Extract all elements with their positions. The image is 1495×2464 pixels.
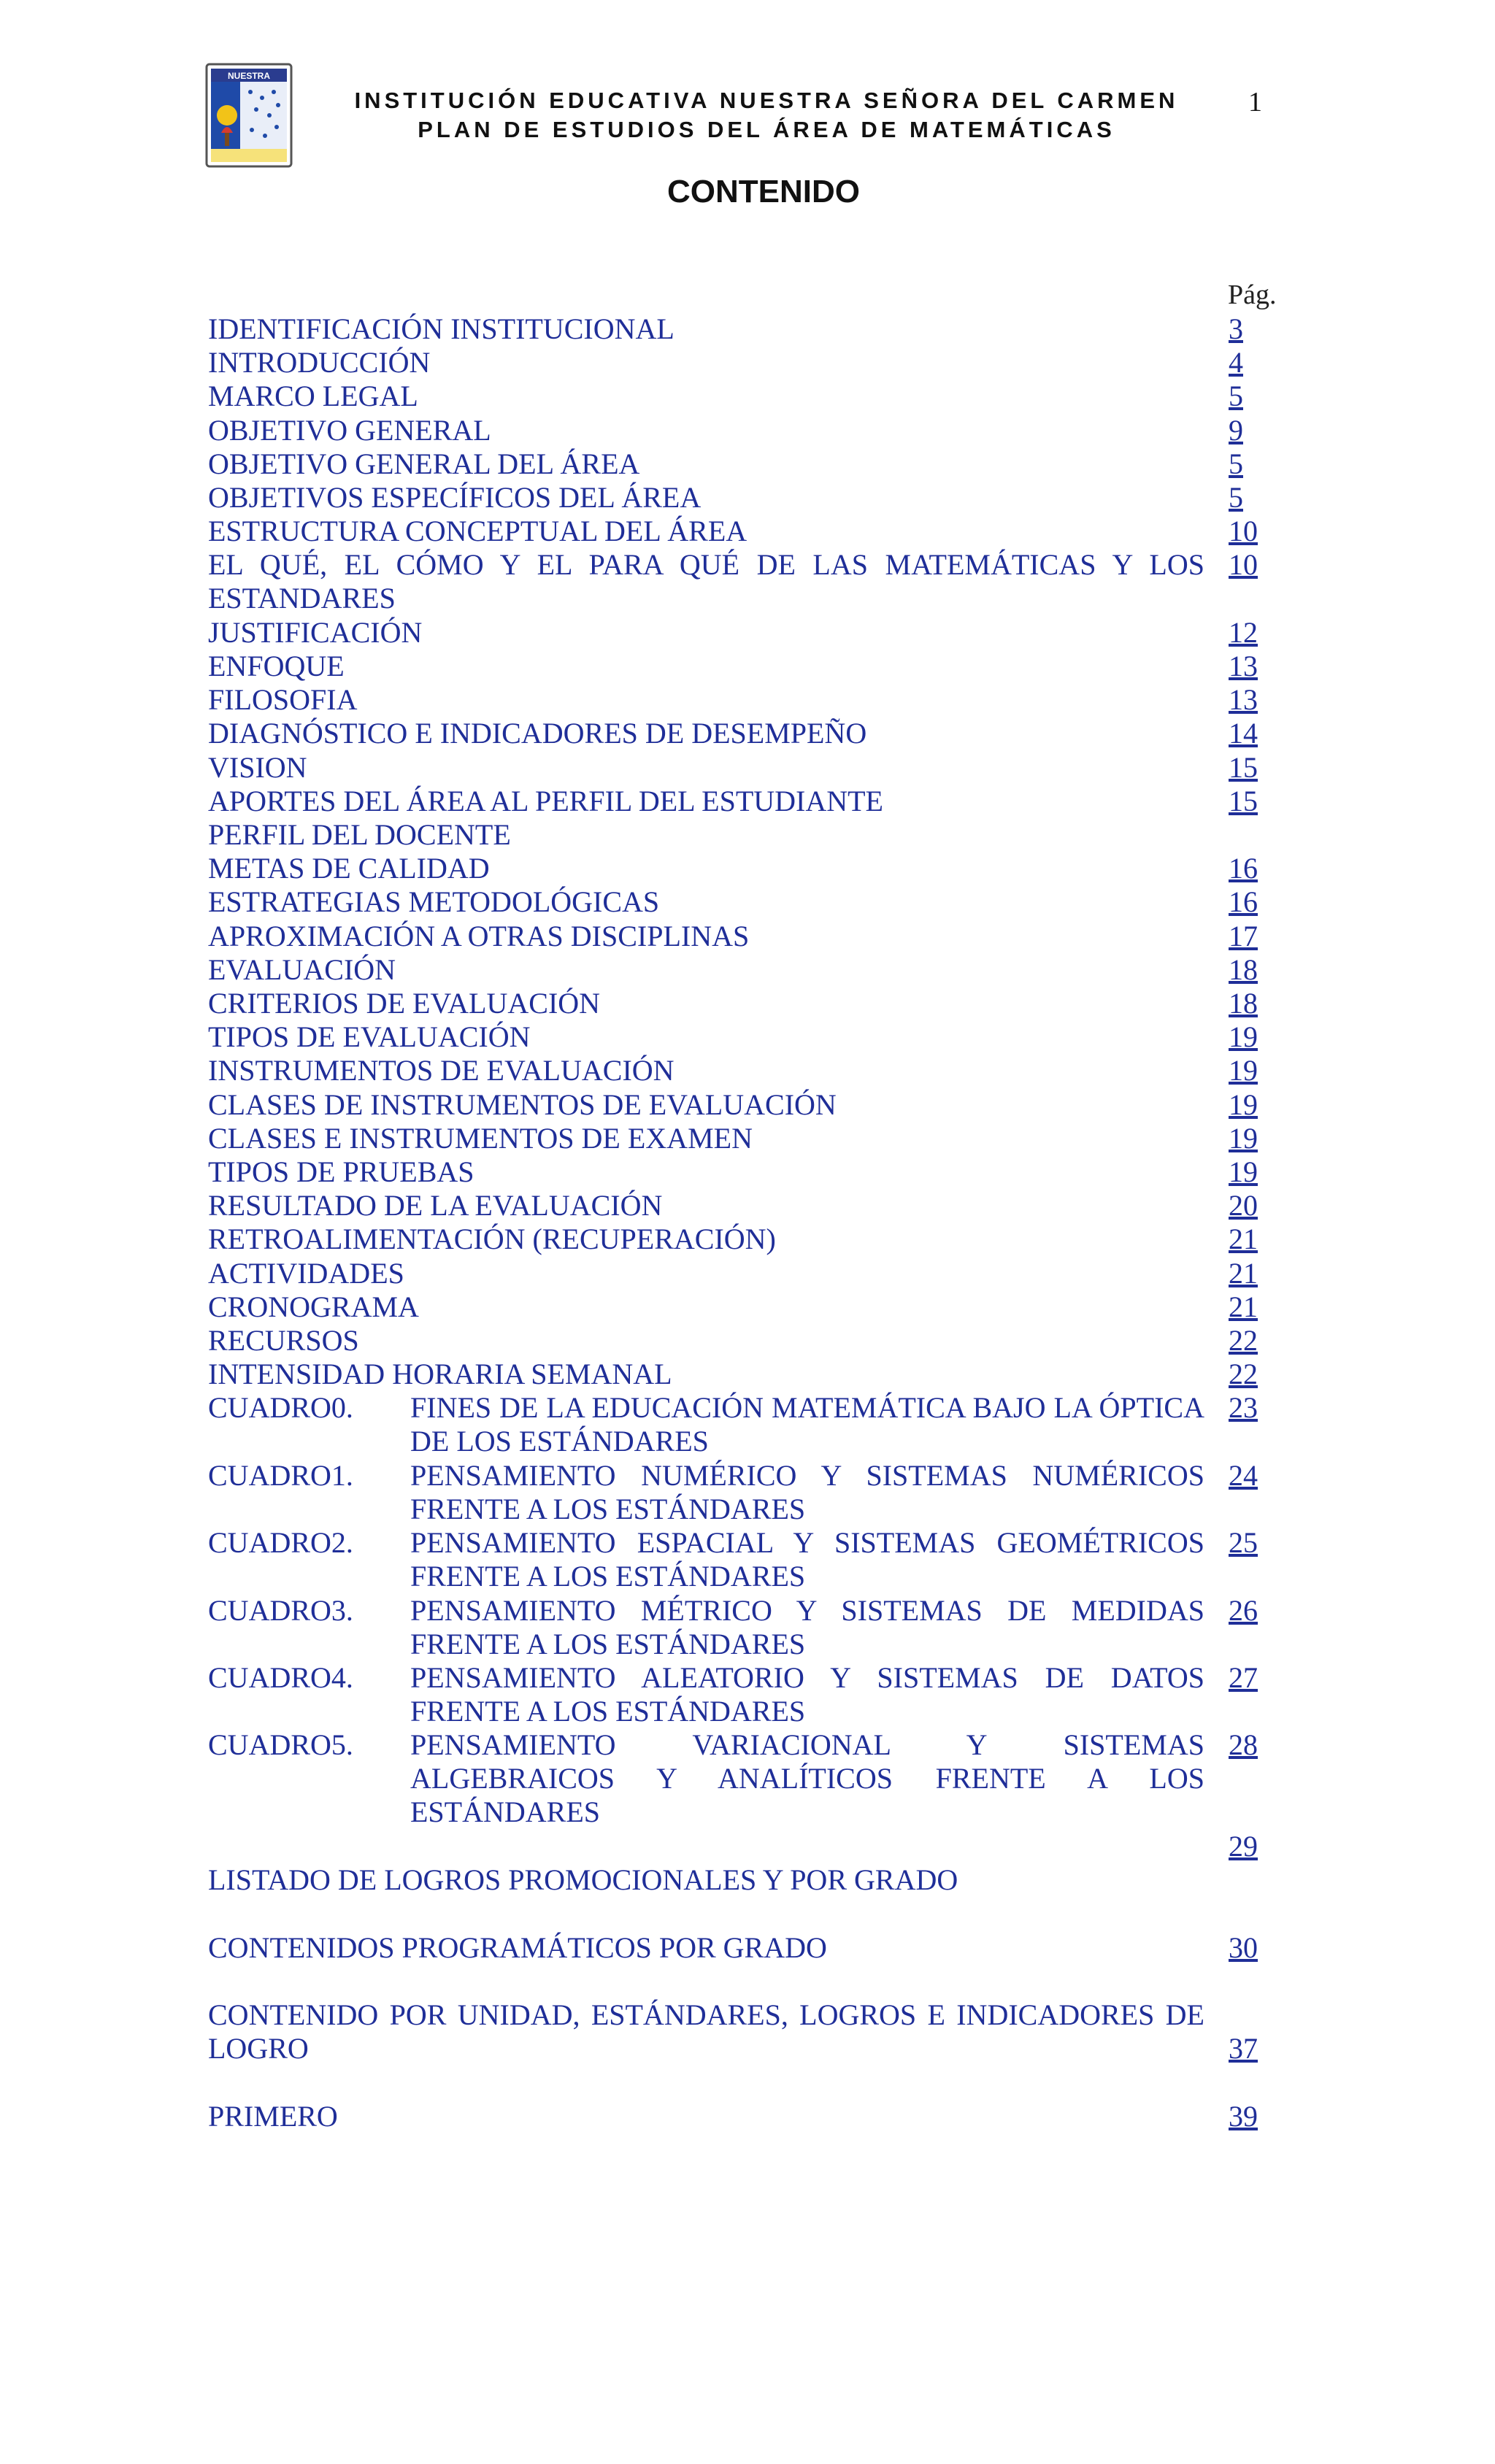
toc-entry-title: RECURSOS [208,1324,359,1357]
toc-entry[interactable] [208,987,1259,1020]
toc-entry-page-link[interactable]: 39 [1229,2099,1258,2133]
toc-entry-page-link[interactable]: 28 [1229,1728,1258,1762]
toc-entry[interactable] [208,312,1259,346]
toc-entry-page-link[interactable]: 21 [1229,1256,1258,1290]
toc-entry-label: CUADRO1. [208,1458,353,1492]
toc-entry-title: PRIMERO [208,2099,338,2133]
toc-entry[interactable] [208,447,1259,481]
toc-entry-title: CRITERIOS DE EVALUACIÓN [208,987,601,1020]
page-column-label: Pág. [1228,280,1277,310]
toc-entry-page-link[interactable]: 12 [1229,615,1258,649]
toc-entry[interactable] [208,2100,1259,2133]
toc-entry-title: PENSAMIENTO NUMÉRICO Y SISTEMAS NUMÉRICOS FRENTE A LOS ESTÁNDARES [410,1458,1204,1525]
toc-entry-title: CLASES E INSTRUMENTOS DE EXAMEN [208,1121,753,1155]
toc-entry-title: ENFOQUE [208,650,345,682]
toc-entry-page-link[interactable]: 27 [1229,1661,1258,1694]
toc-entry[interactable] [208,1728,1259,1830]
toc-entry[interactable] [208,1998,1259,2065]
toc-entry[interactable] [208,481,1259,515]
toc-entry[interactable] [208,1122,1259,1155]
toc-entry[interactable] [208,683,1259,717]
toc-entry[interactable] [208,1223,1259,1256]
toc-entry-page-link[interactable]: 21 [1229,1223,1258,1256]
toc-entry-page-link[interactable]: 9 [1229,413,1243,447]
toc-entry[interactable] [208,1054,1259,1087]
toc-entry-page-link[interactable]: 21 [1229,1290,1258,1323]
toc-entry[interactable] [208,1155,1259,1189]
toc-entry-page-link[interactable]: 20 [1229,1189,1258,1223]
toc-entry-label: CUADRO0. [208,1391,353,1425]
toc-entry-page-link[interactable]: 5 [1229,380,1243,413]
toc-entry-title: CLASES DE INSTRUMENTOS DE EVALUACIÓN [208,1087,837,1121]
toc-entry-page-link[interactable]: 18 [1229,952,1258,986]
toc-entry-title: METAS DE CALIDAD [208,852,490,885]
plan-name: PLAN DE ESTUDIOS DEL ÁREA DE MATEMÁTICAS [418,117,1115,142]
institution-logo [205,63,293,168]
toc-entry-title: INTRODUCCIÓN [208,346,431,380]
toc-entry-title: OBJETIVO GENERAL [208,413,491,447]
toc-entry-title: OBJETIVOS ESPECÍFICOS DEL ÁREA [208,481,702,514]
page-title: CONTENIDO [667,174,860,209]
page-number: 1 [1248,87,1262,118]
toc-entry-title: PENSAMIENTO ESPACIAL Y SISTEMAS GEOMÉTRICOS FRENTE A LOS ESTÁNDARES [410,1526,1204,1593]
toc-entry[interactable] [208,1661,1259,1728]
toc-entry-page-link[interactable]: 22 [1229,1358,1258,1391]
toc-entry-page-link[interactable]: 5 [1229,481,1243,514]
toc-entry-page-link[interactable]: 23 [1229,1391,1258,1425]
toc-entry-page-link[interactable]: 4 [1229,346,1243,380]
toc-entry[interactable] [208,717,1259,750]
toc-entry[interactable] [208,1088,1259,1122]
toc-entry[interactable] [208,818,1259,852]
toc-entry-title: ACTIVIDADES [208,1256,404,1290]
toc-entry-page-link[interactable]: 15 [1229,784,1258,817]
toc-entry-title: ESTRATEGIAS METODOLÓGICAS [208,885,660,919]
toc-entry[interactable] [208,1324,1259,1358]
toc-entry-page-link[interactable]: 16 [1229,885,1258,919]
toc-entry-page-link[interactable]: 22 [1229,1324,1258,1357]
toc-entry[interactable] [208,1459,1259,1526]
institution-name: INSTITUCIÓN EDUCATIVA NUESTRA SEÑORA DEL CARMEN [354,88,1179,113]
toc-entry[interactable] [208,885,1259,919]
toc-entry[interactable] [208,1931,1259,1965]
toc-entry-title: LISTADO DE LOGROS PROMOCIONALES Y POR GRADO [208,1863,958,1897]
toc-entry-page-link[interactable]: 18 [1229,987,1258,1020]
toc-entry[interactable] [208,1290,1259,1324]
toc-entry[interactable] [208,785,1259,818]
toc-entry-page-link[interactable]: 13 [1229,650,1258,682]
toc-entry-page-link[interactable]: 19 [1229,1155,1258,1188]
toc-entry-page-link[interactable]: 14 [1229,717,1258,750]
toc-entry-page-link[interactable]: 30 [1229,1930,1258,1964]
toc-entry[interactable] [208,1526,1259,1593]
header-title [292,86,1241,145]
toc-entry-label: CUADRO5. [208,1728,353,1762]
toc-entry-title: PENSAMIENTO ALEATORIO Y SISTEMAS DE DATOS FRENTE A LOS ESTÁNDARES [410,1661,1204,1728]
toc-entry-title: APORTES DEL ÁREA AL PERFIL DEL ESTUDIANTE [208,784,883,817]
toc-entry-page-link[interactable]: 29 [1229,1830,1258,1863]
toc-entry-page-link[interactable]: 26 [1229,1593,1258,1627]
toc-entry[interactable] [208,1257,1259,1290]
toc-entry-page-link[interactable]: 16 [1229,852,1258,885]
toc-entry-title: EL QUÉ, EL CÓMO Y EL PARA QUÉ DE LAS MATEMÁTICAS Y LOS ESTANDARES [208,548,1204,615]
toc-entry[interactable] [208,1391,1259,1458]
toc-entry[interactable] [208,1020,1259,1054]
toc-entry-page-link[interactable]: 19 [1229,1020,1258,1054]
toc-entry-page-link[interactable]: 24 [1229,1458,1258,1492]
toc-entry-page-link[interactable]: 10 [1229,548,1258,582]
toc-entry-title: CRONOGRAMA [208,1290,419,1323]
toc-entry[interactable] [208,1189,1259,1223]
toc-entry-title: ESTRUCTURA CONCEPTUAL DEL ÁREA [208,515,748,548]
toc-entry[interactable] [208,414,1259,447]
toc-entry-title: TIPOS DE PRUEBAS [208,1155,474,1188]
toc-entry-title: INTENSIDAD HORARIA SEMANAL [208,1358,672,1391]
toc-entry[interactable] [208,650,1259,683]
toc-entry-title: PENSAMIENTO VARIACIONAL Y SISTEMAS ALGEBRAICOS Y ANALÍTICOS FRENTE A LOS ESTÁNDARES [410,1728,1204,1829]
toc-entry-title: CONTENIDOS PROGRAMÁTICOS POR GRADO [208,1930,827,1964]
toc-entry[interactable] [208,953,1259,987]
toc-entry[interactable] [208,346,1259,380]
toc-entry-page-link[interactable]: 10 [1229,515,1258,548]
toc-entry[interactable] [208,1358,1259,1391]
toc-entry-page-link[interactable]: 13 [1229,683,1258,717]
toc-entry[interactable] [208,548,1259,615]
toc-entry-page-link[interactable]: 17 [1229,919,1258,952]
toc-entry-page-link[interactable]: 5 [1229,447,1243,480]
toc-entry-page-link[interactable]: 3 [1229,312,1243,345]
toc-entry-title: RESULTADO DE LA EVALUACIÓN [208,1189,663,1223]
toc-entry-title: APROXIMACIÓN A OTRAS DISCIPLINAS [208,919,750,952]
toc-entry-page-link[interactable]: 15 [1229,750,1258,784]
toc-entry-page-link[interactable]: 25 [1229,1526,1258,1560]
toc-entry-title: FILOSOFIA [208,683,358,717]
toc-entry[interactable] [208,751,1259,785]
toc-entry[interactable] [208,616,1259,650]
toc-entry[interactable] [208,515,1259,548]
toc-entry[interactable] [208,380,1259,413]
toc-entry-page-link[interactable]: 19 [1229,1121,1258,1155]
toc-entry-label: CUADRO4. [208,1661,353,1694]
toc-entry[interactable] [208,1594,1259,1661]
toc-entry[interactable] [208,920,1259,953]
toc-entry-page-link[interactable]: 37 [1229,2032,1258,2065]
toc-entry-title: DIAGNÓSTICO E INDICADORES DE DESEMPEÑO [208,717,867,750]
toc-entry-title: TIPOS DE EVALUACIÓN [208,1020,531,1054]
toc-entry-title: JUSTIFICACIÓN [208,615,423,649]
toc-entry-title: IDENTIFICACIÓN INSTITUCIONAL [208,312,675,345]
toc-entry-page-link[interactable]: 19 [1229,1054,1258,1087]
toc-entry-title: PERFIL DEL DOCENTE [208,818,511,851]
toc-entry-label: CUADRO3. [208,1593,353,1627]
toc-entry-title: FINES DE LA EDUCACIÓN MATEMÁTICA BAJO LA ÓPTICA DE LOS ESTÁNDARES [410,1391,1204,1458]
toc-entry-page-link[interactable]: 19 [1229,1087,1258,1121]
toc-entry-title: CONTENIDO POR UNIDAD, ESTÁNDARES, LOGROS E INDICADORES DE LOGRO [208,1998,1204,2065]
toc-entry-label: CUADRO2. [208,1526,353,1560]
toc-entry-title: MARCO LEGAL [208,380,418,413]
toc-entry-title: INSTRUMENTOS DE EVALUACIÓN [208,1054,675,1087]
toc-entry-title: OBJETIVO GENERAL DEL ÁREA [208,447,640,480]
toc-entry-title: EVALUACIÓN [208,952,396,986]
toc-entry[interactable] [208,1830,1259,1897]
toc-entry-title: VISION [208,750,307,784]
logo-text: NUESTRA [227,71,271,81]
toc-entry-title: PENSAMIENTO MÉTRICO Y SISTEMAS DE MEDIDAS FRENTE A LOS ESTÁNDARES [410,1593,1204,1660]
toc-entry-title: RETROALIMENTACIÓN (RECUPERACIÓN) [208,1223,776,1256]
toc-entry[interactable] [208,852,1259,885]
